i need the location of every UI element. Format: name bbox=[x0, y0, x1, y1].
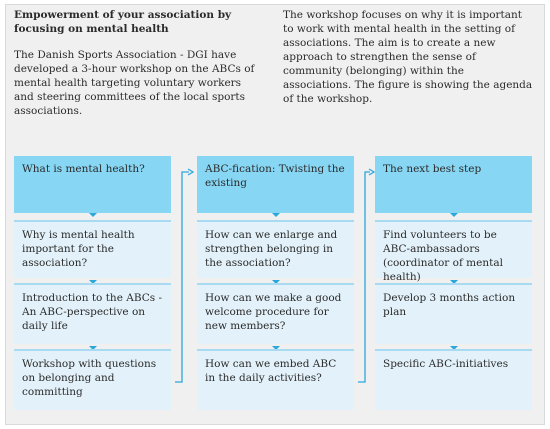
column-1-header: What is mental health? bbox=[14, 156, 171, 213]
column-1-item-2: Introduction to the ABCs - An ABC-perspective on daily life bbox=[14, 283, 171, 344]
column-2-item-1: How can we enlarge and strengthen belonging in the association? bbox=[197, 220, 354, 278]
column-3-item-3: Specific ABC-initiatives bbox=[375, 349, 532, 410]
intro-left-body: The Danish Sports Association - DGI have developed a 3-hour workshop on the ABCs of mental health targeting voluntary workers and steering committees of the local sports associations. bbox=[14, 49, 255, 117]
column-1-item-3: Workshop with questions on belonging and committing bbox=[14, 349, 171, 410]
intro-left bbox=[14, 8, 264, 118]
column-2-header: ABC-fication: Twisting the existing bbox=[197, 156, 354, 213]
intro-title: Empowerment of your association by focusing on mental health bbox=[14, 9, 232, 35]
connector-column-1-to-2 bbox=[173, 168, 195, 386]
flow-arrow-icon bbox=[272, 213, 280, 217]
flow-arrow-icon bbox=[450, 213, 458, 217]
column-3-item-1: Find volunteers to be ABC-ambassadors (coordinator of mental health) bbox=[375, 220, 532, 278]
flow-arrow-icon bbox=[89, 213, 97, 217]
column-1-item-1: Why is mental health important for the association? bbox=[14, 220, 171, 278]
column-2-item-3: How can we embed ABC in the daily activities? bbox=[197, 349, 354, 410]
connector-column-2-to-3 bbox=[356, 168, 378, 386]
intro-right-body: The workshop focuses on why it is important to work with mental health in the setting of associations. The aim is to create a new approach to strengthen the sense of community (belonging) within the associations. The figure is showing the agenda of the workshop. bbox=[283, 9, 533, 105]
column-3-header: The next best step bbox=[375, 156, 532, 213]
column-2-item-2: How can we make a good welcome procedure for new members? bbox=[197, 283, 354, 344]
column-3-item-2: Develop 3 months action plan bbox=[375, 283, 532, 344]
